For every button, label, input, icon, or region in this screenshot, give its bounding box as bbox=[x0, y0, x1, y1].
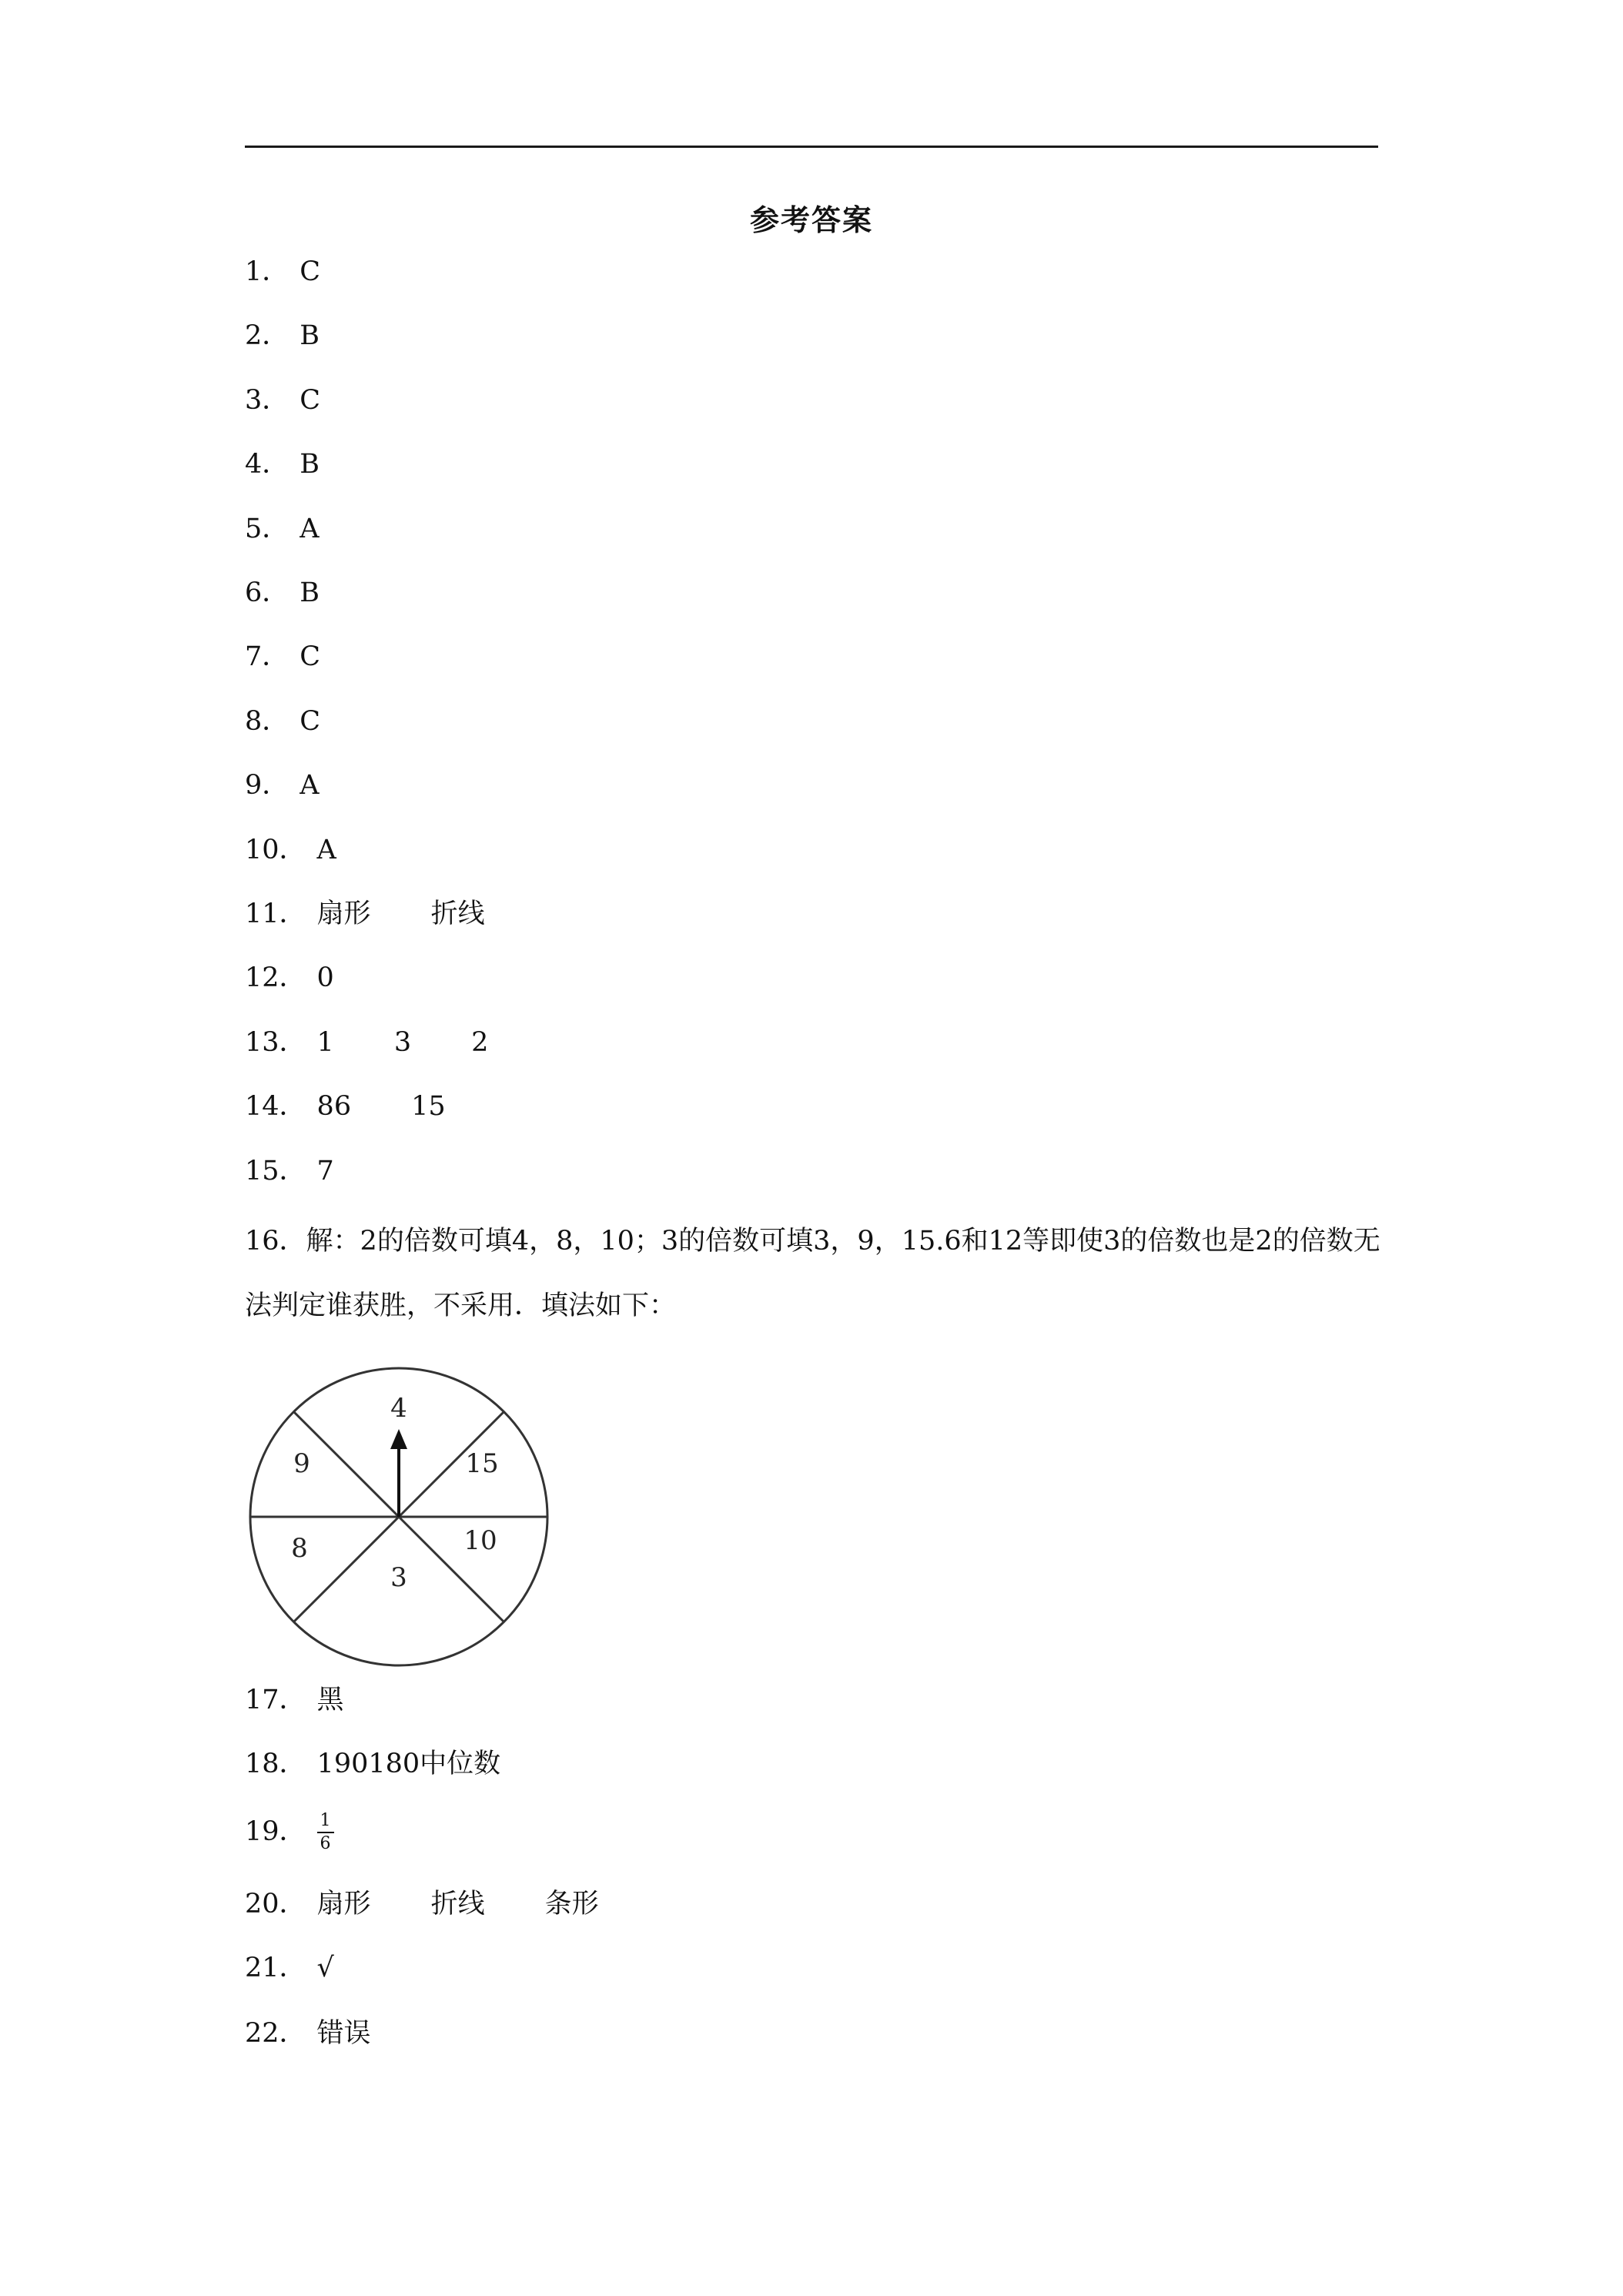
answer-number: 1． bbox=[245, 256, 289, 287]
answer-value: A bbox=[300, 770, 320, 802]
answer-value: 1 bbox=[316, 1026, 334, 1058]
answer-row bbox=[245, 896, 485, 932]
answer-row bbox=[245, 704, 320, 739]
answer-row bbox=[245, 575, 320, 611]
answer-value: 折线 bbox=[430, 899, 485, 929]
answer-row bbox=[245, 1025, 488, 1060]
answer-row bbox=[245, 1746, 500, 1782]
spinner-label-top: 4 bbox=[390, 1393, 407, 1424]
answer-number: 8． bbox=[245, 705, 289, 737]
answer-number: 14． bbox=[245, 1091, 306, 1123]
answer-number: 13． bbox=[245, 1026, 306, 1058]
answer-number: 2． bbox=[245, 320, 289, 352]
answer-value: B bbox=[300, 449, 320, 480]
answer-number: 3． bbox=[245, 384, 289, 416]
answer-value: 0 bbox=[316, 962, 334, 994]
answer-row bbox=[245, 1950, 334, 1986]
answer-value: 2 bbox=[471, 1026, 489, 1058]
spinner-label-top-right: 15 bbox=[465, 1448, 499, 1479]
answer-row bbox=[245, 1682, 344, 1718]
answer-row bbox=[245, 2016, 371, 2051]
answer-value: 7 bbox=[316, 1155, 334, 1186]
answer-row bbox=[245, 768, 320, 803]
answer-value: 扇形 bbox=[316, 1889, 371, 1919]
fraction-numerator: 1 bbox=[320, 1811, 331, 1830]
fraction-bar bbox=[317, 1832, 334, 1833]
spinner-divider bbox=[294, 1517, 399, 1622]
page-title: 参考答案 bbox=[749, 202, 873, 237]
answer-number: 4． bbox=[245, 449, 289, 480]
spinner-label-bottom-right: 10 bbox=[463, 1525, 497, 1556]
answer-row bbox=[245, 1153, 334, 1189]
answer-value: 折线 bbox=[430, 1889, 485, 1919]
fraction-denominator: 6 bbox=[320, 1834, 331, 1853]
answer-value: C bbox=[300, 384, 321, 416]
answer-number: 7． bbox=[245, 641, 289, 673]
answer-value: A bbox=[316, 834, 336, 865]
answer-value: 黑 bbox=[316, 1685, 344, 1715]
answer-row bbox=[245, 639, 320, 674]
answer-row bbox=[245, 960, 334, 996]
answer-row bbox=[245, 447, 320, 482]
answer-number: 5． bbox=[245, 513, 289, 544]
answer-fraction bbox=[317, 1811, 334, 1854]
answer-number: 20． bbox=[245, 1889, 306, 1919]
answer-value: C bbox=[300, 256, 321, 287]
spinner-arrow-head bbox=[390, 1429, 407, 1449]
answer-value: 15 bbox=[411, 1091, 446, 1123]
answer-number: 19． bbox=[245, 1816, 306, 1847]
answer-row bbox=[245, 318, 320, 353]
answer-row bbox=[245, 383, 320, 418]
answer-row bbox=[245, 1089, 446, 1124]
answer-value: C bbox=[300, 705, 321, 737]
answer-number: 21． bbox=[245, 1953, 306, 1983]
answer-16-text: 解：2的倍数可填4，8，10；3的倍数可填3，9，15.6和12等即使3的倍数也是2的倍数无法判定谁获胜，不采用．填法如下： bbox=[245, 1226, 1380, 1321]
answer-number: 6． bbox=[245, 577, 289, 608]
spinner-label-bottom-left: 8 bbox=[291, 1533, 308, 1564]
answer-number: 9． bbox=[245, 770, 289, 802]
answer-row bbox=[245, 832, 336, 868]
answer-number: 12． bbox=[245, 962, 306, 994]
answer-value: 190180中位数 bbox=[316, 1749, 501, 1779]
answer-value: √ bbox=[316, 1953, 334, 1983]
answer-row bbox=[245, 254, 320, 290]
answer-value: 扇形 bbox=[316, 899, 371, 929]
answer-16 bbox=[245, 1209, 1384, 1338]
answer-value: 错误 bbox=[316, 2018, 371, 2049]
answer-value: 86 bbox=[316, 1091, 352, 1123]
answer-value: 条形 bbox=[544, 1889, 599, 1919]
answer-value: C bbox=[300, 641, 321, 673]
answer-number: 18． bbox=[245, 1749, 306, 1779]
spinner-label-bottom: 3 bbox=[390, 1562, 407, 1593]
answer-row bbox=[245, 1811, 334, 1854]
answer-number: 11． bbox=[245, 899, 306, 929]
answer-number: 10． bbox=[245, 834, 306, 865]
answer-number: 16． bbox=[245, 1226, 306, 1257]
answer-value: A bbox=[300, 513, 320, 544]
header-rule bbox=[245, 146, 1378, 148]
answer-value: 3 bbox=[393, 1026, 412, 1058]
answer-number: 22． bbox=[245, 2018, 306, 2049]
answer-number: 17． bbox=[245, 1685, 306, 1715]
spinner-label-top-left: 9 bbox=[293, 1448, 310, 1479]
answer-row bbox=[245, 511, 320, 547]
answer-value: B bbox=[300, 577, 320, 608]
answer-row bbox=[245, 1886, 599, 1922]
spinner-diagram bbox=[245, 1363, 553, 1671]
answer-number: 15． bbox=[245, 1155, 306, 1186]
answer-value: B bbox=[300, 320, 320, 352]
